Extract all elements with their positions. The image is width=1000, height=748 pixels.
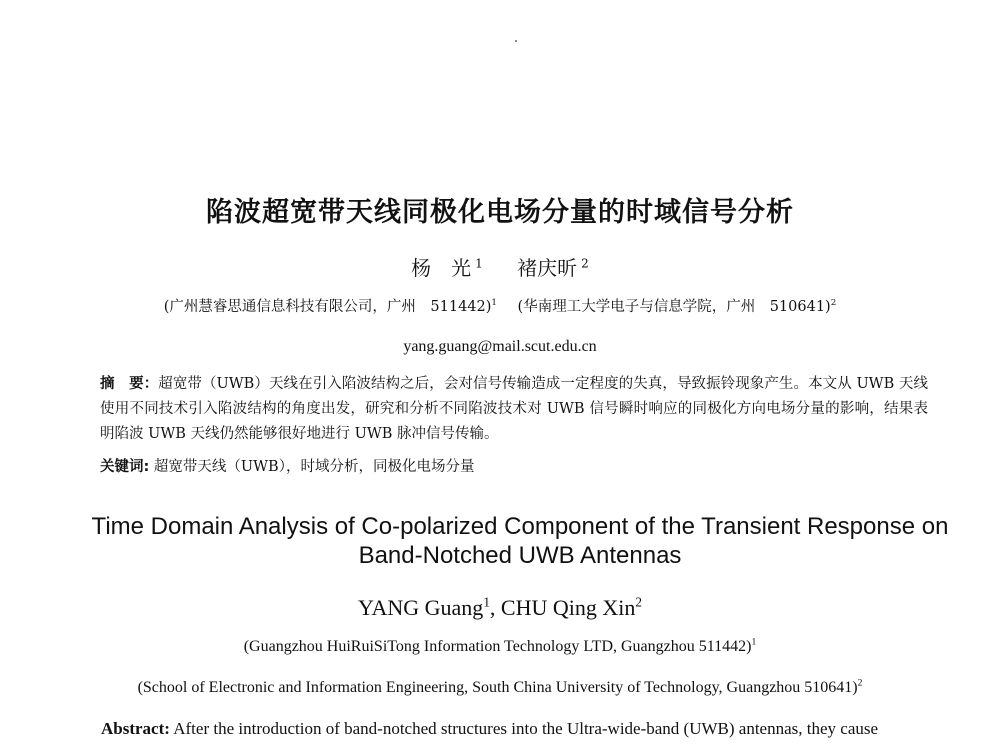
- en-affiliation-2-mark: 2: [857, 677, 863, 689]
- en-title: Time Domain Analysis of Co-polarized Component of the Transient Response on Band-Notched UWB Antennas: [91, 513, 949, 569]
- en-author-1-mark: 1: [483, 594, 490, 610]
- cn-abstract: [100, 372, 928, 447]
- cn-author-2-mark: 2: [581, 256, 589, 271]
- cn-affiliations: [0, 295, 1000, 316]
- cn-authors: [0, 252, 1000, 281]
- en-affiliation-1: [0, 638, 1000, 656]
- cn-affiliation-2-mark: 2: [830, 298, 837, 309]
- en-author-1-name: YANG Guang: [358, 595, 484, 620]
- cn-author-2: [517, 256, 589, 280]
- cn-abstract-label: 摘 要：: [100, 376, 159, 392]
- scan-speck: [515, 40, 517, 42]
- cn-affiliation-2: [518, 299, 837, 315]
- cn-affiliation-1-mark: 1: [491, 298, 497, 309]
- en-abstract-label: Abstract:: [101, 719, 170, 738]
- en-authors: YANG Guang$^1$, CHU Qing Xin$^2$: [358, 594, 642, 620]
- cn-affiliation-1: [164, 299, 497, 315]
- en-abstract-text: After the introduction of band-notched structures into the Ultra-wide-band (UWB) antennas, they cause: [173, 719, 879, 738]
- cn-author-1: [411, 256, 483, 280]
- cn-keywords-text: 超宽带天线（UWB），时域分析，同极化电场分量: [153, 459, 475, 475]
- en-author-2-mark: 2: [635, 594, 642, 610]
- cn-keywords-label: 关键词:: [100, 459, 150, 475]
- en-abstract: [101, 716, 931, 742]
- cn-author-2-name: 褚庆昕: [517, 256, 578, 280]
- cn-keywords: [100, 455, 928, 476]
- en-affiliation-2-text: (School of Electronic and Information Engineering, South China University of Technology, Guangzhou 510641): [137, 679, 858, 696]
- cn-author-1-mark: 1: [475, 256, 483, 271]
- cn-author-1-name: 杨 光: [411, 256, 472, 280]
- en-affiliation-1-text: (Guangzhou HuiRuiSiTong Information Technology LTD, Guangzhou 511442): [243, 638, 752, 655]
- cn-affiliation-2-text: (华南理工大学电子与信息学院，广州 510641): [517, 299, 831, 315]
- cn-affiliation-1-text: (广州慧睿思通信息科技有限公司，广州 511442): [163, 299, 492, 315]
- cn-title: 陷波超宽带天线同极化电场分量的时域信号分析: [206, 197, 794, 228]
- author-email: yang.guang@mail.scut.edu.cn: [403, 338, 597, 355]
- en-affiliation-2: [0, 679, 1000, 697]
- en-author-2-name: CHU Qing Xin: [500, 595, 636, 620]
- en-affiliation-1-mark: 1: [751, 636, 757, 648]
- cn-abstract-text: 超宽带（UWB）天线在引入陷波结构之后，会对信号传输造成一定程度的失真，导致振铃现象产生。本文从 UWB 天线使用不同技术引入陷波结构的角度出发，研究和分析不同陷波技术对 UWB 信号瞬时响应的同极化方向电场分量的影响，结果表明陷波 UWB 天线仍然能够很好地进行 UWB 脉冲信号传输。: [100, 376, 928, 442]
